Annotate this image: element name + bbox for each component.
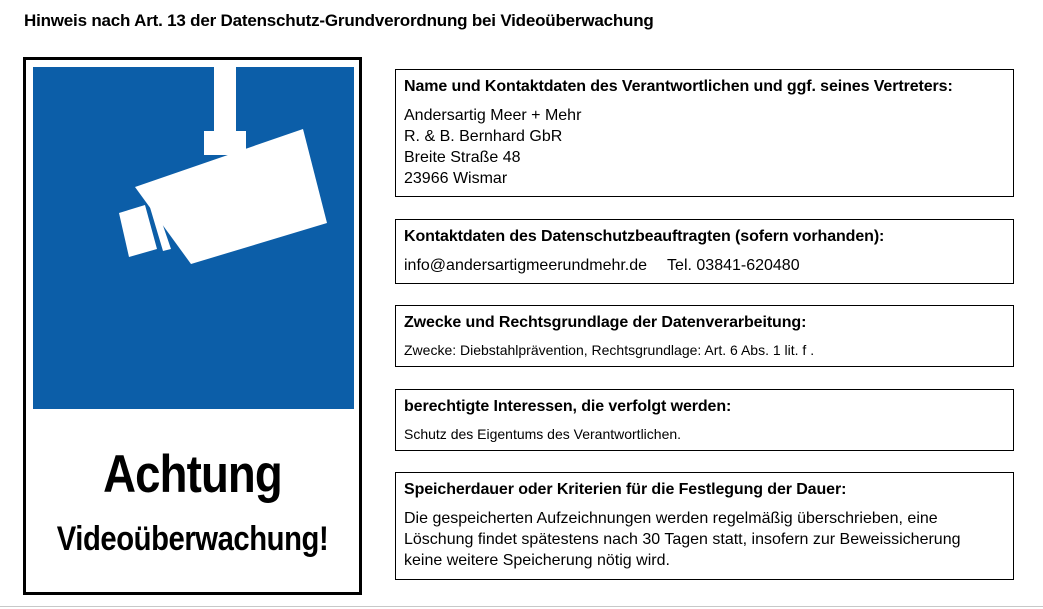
responsible-line: 23966 Wismar — [404, 170, 508, 187]
interests-box — [395, 389, 1014, 451]
page-title: Hinweis nach Art. 13 der Datenschutz-Grundverordnung bei Videoüberwachung — [24, 11, 654, 30]
storage-text — [404, 508, 1005, 571]
responsible-box — [395, 69, 1014, 197]
bottom-divider — [0, 606, 1043, 607]
responsible-heading: Name und Kontaktdaten des Verantwortlichen und ggf. seines Vertreters: — [404, 78, 953, 95]
camera-icon — [33, 67, 354, 409]
sign-subline: Videoüberwachung! — [56, 520, 329, 558]
purpose-text: Zwecke: Diebstahlprävention, Rechtsgrundlage: Art. 6 Abs. 1 lit. f . — [404, 342, 815, 358]
storage-line: Die gespeicherten Aufzeichnungen werden regelmäßig überschrieben, eine — [404, 510, 938, 527]
dpo-box — [395, 219, 1014, 284]
dpo-phone: Tel. 03841-620480 — [667, 257, 800, 274]
storage-line: Löschung findet spätestens nach 30 Tagen statt, insofern zur Beweissicherung — [404, 531, 961, 548]
dpo-contact — [404, 255, 1005, 276]
purpose-box — [395, 305, 1014, 367]
dpo-email: info@andersartigmeerundmehr.de — [404, 257, 648, 274]
camera-lens — [119, 205, 157, 257]
sign-blue-panel — [33, 67, 354, 409]
dpo-heading: Kontaktdaten des Datenschutzbeauftragten (sofern vorhanden): — [404, 228, 885, 245]
responsible-line: Andersartig Meer + Mehr — [404, 107, 582, 124]
responsible-line: Breite Straße 48 — [404, 149, 521, 166]
sign-headline: Achtung — [103, 445, 282, 504]
responsible-line: R. & B. Bernhard GbR — [404, 128, 563, 145]
purpose-heading: Zwecke und Rechtsgrundlage der Datenverarbeitung: — [404, 314, 807, 331]
interests-text: Schutz des Eigentums des Verantwortlichen. — [404, 426, 682, 442]
storage-line: keine weitere Speicherung nötig wird. — [404, 552, 670, 569]
storage-box — [395, 472, 1014, 580]
cctv-warning-sign — [23, 57, 362, 595]
storage-heading: Speicherdauer oder Kriterien für die Festlegung der Dauer: — [404, 481, 847, 498]
camera-mount — [214, 67, 236, 137]
interests-heading: berechtigte Interessen, die verfolgt werden: — [404, 398, 732, 415]
responsible-address — [404, 105, 1005, 189]
